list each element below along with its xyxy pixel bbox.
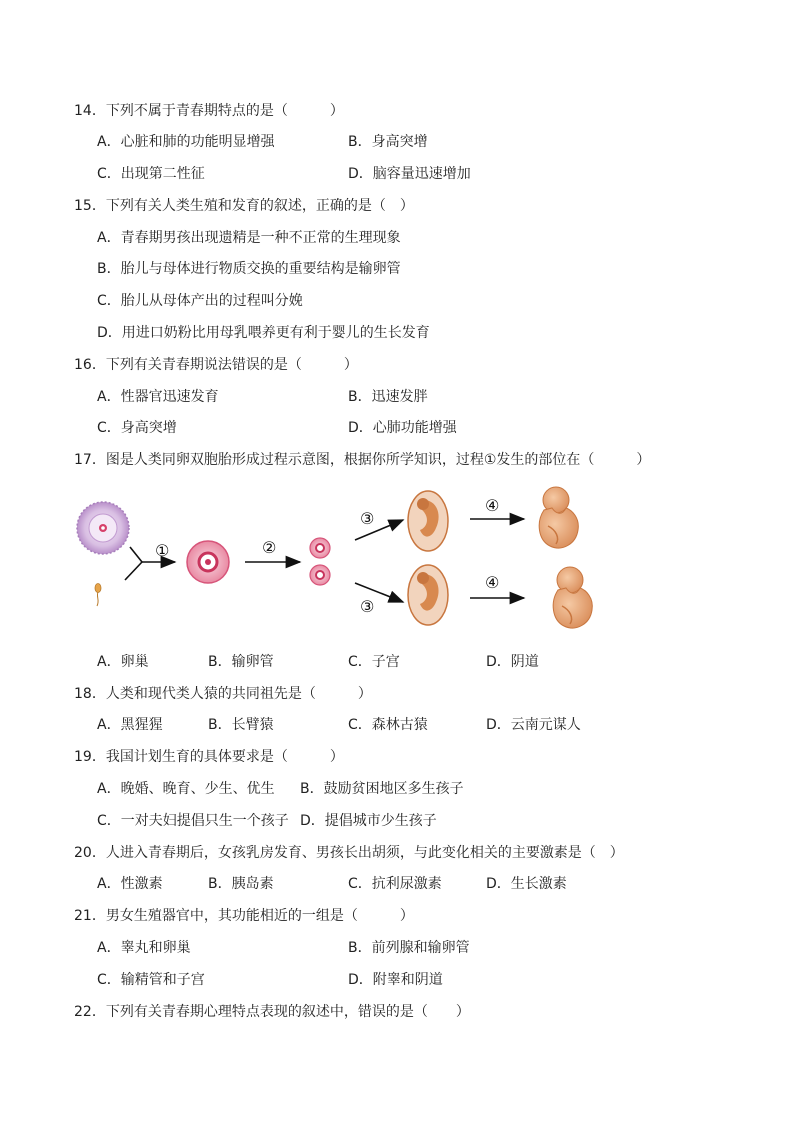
question-15-option-c[interactable]: C．胎儿从母体产出的过程叫分娩: [97, 293, 303, 309]
step-1-label: ①: [155, 541, 170, 560]
question-18-option-d[interactable]: D．云南元谋人: [486, 717, 581, 733]
question-17-option-a[interactable]: A．卵巢: [97, 654, 149, 670]
question-22-stem: 22．下列有关青春期心理特点表现的叙述中，错误的是（ ）: [74, 1004, 470, 1020]
question-20-option-d[interactable]: D．生长激素: [486, 876, 567, 892]
question-20-stem: 20．人进入青春期后，女孩乳房发育、男孩长出胡须，与此变化相关的主要激素是（ ）: [74, 845, 624, 861]
step-2-label: ②: [262, 538, 277, 557]
fetus-upper: [539, 487, 578, 548]
question-14-stem: 14．下列不属于青春期特点的是（ ）: [74, 103, 344, 119]
split-cells: [310, 538, 330, 585]
egg-cell: [77, 502, 129, 554]
question-19-option-b[interactable]: B．鼓励贫困地区多生孩子: [300, 781, 464, 797]
question-19-option-c[interactable]: C．一对夫妇提倡只生一个孩子: [97, 813, 289, 829]
question-21-option-d[interactable]: D．附睾和阴道: [348, 972, 443, 988]
question-18-stem: 18．人类和现代类人猿的共同祖先是（ ）: [74, 686, 372, 702]
question-20-option-b[interactable]: B．胰岛素: [208, 876, 274, 892]
question-14-option-c[interactable]: C．出现第二性征: [97, 166, 205, 182]
question-14-option-b[interactable]: B．身高突增: [348, 134, 428, 150]
question-16-option-d[interactable]: D．心肺功能增强: [348, 420, 457, 436]
question-18-option-a[interactable]: A．黑猩猩: [97, 717, 163, 733]
question-15-option-d[interactable]: D．用进口奶粉比用母乳喂养更有利于婴儿的生长发育: [97, 325, 430, 341]
question-21-stem: 21．男女生殖器官中，其功能相近的一组是（ ）: [74, 908, 414, 924]
fusion-line-lower: [125, 562, 142, 580]
question-19-stem: 19．我国计划生育的具体要求是（ ）: [74, 749, 344, 765]
question-17-stem: 17．图是人类同卵双胞胎形成过程示意图，根据你所学知识，过程①发生的部位在（ ）: [74, 452, 651, 468]
question-15-stem: 15．下列有关人类生殖和发育的叙述，正确的是（ ）: [74, 198, 414, 214]
question-21-option-c[interactable]: C．输精管和子宫: [97, 972, 205, 988]
question-14-option-d[interactable]: D．脑容量迅速增加: [348, 166, 471, 182]
question-21-option-b[interactable]: B．前列腺和输卵管: [348, 940, 470, 956]
question-17-option-c[interactable]: C．子宫: [348, 654, 400, 670]
question-16-option-c[interactable]: C．身高突增: [97, 420, 177, 436]
step-4-label-upper: ④: [485, 496, 500, 515]
embryo-upper: [408, 491, 448, 551]
question-18-option-b[interactable]: B．长臂猿: [208, 717, 274, 733]
question-15-option-a[interactable]: A．青春期男孩出现遗精是一种不正常的生理现象: [97, 230, 401, 246]
question-16-option-a[interactable]: A．性器官迅速发育: [97, 389, 219, 405]
question-16-option-b[interactable]: B．迅速发胖: [348, 389, 428, 405]
step-4-label-lower: ④: [485, 573, 500, 592]
embryo-lower: [408, 565, 448, 625]
question-21-option-a[interactable]: A．睾丸和卵巢: [97, 940, 191, 956]
question-20-option-c[interactable]: C．抗利尿激素: [348, 876, 442, 892]
fusion-line-upper: [130, 547, 142, 562]
sperm-cell: [95, 584, 101, 607]
question-15-option-b[interactable]: B．胎儿与母体进行物质交换的重要结构是输卵管: [97, 261, 401, 277]
question-14-option-a[interactable]: A．心脏和肺的功能明显增强: [97, 134, 275, 150]
fetus-lower: [553, 567, 592, 628]
question-19-option-d[interactable]: D．提倡城市少生孩子: [300, 813, 437, 829]
question-17-option-b[interactable]: B．输卵管: [208, 654, 274, 670]
zygote: [187, 541, 229, 583]
question-19-option-a[interactable]: A．晚婚、晚育、少生、优生: [97, 781, 275, 797]
question-16-stem: 16．下列有关青春期说法错误的是（ ）: [74, 357, 358, 373]
step-3-label-upper: ③: [360, 509, 375, 528]
step-3-label-lower: ③: [360, 597, 375, 616]
question-20-option-a[interactable]: A．性激素: [97, 876, 163, 892]
question-17-option-d[interactable]: D．阴道: [486, 654, 539, 670]
question-18-option-c[interactable]: C．森林古猿: [348, 717, 428, 733]
